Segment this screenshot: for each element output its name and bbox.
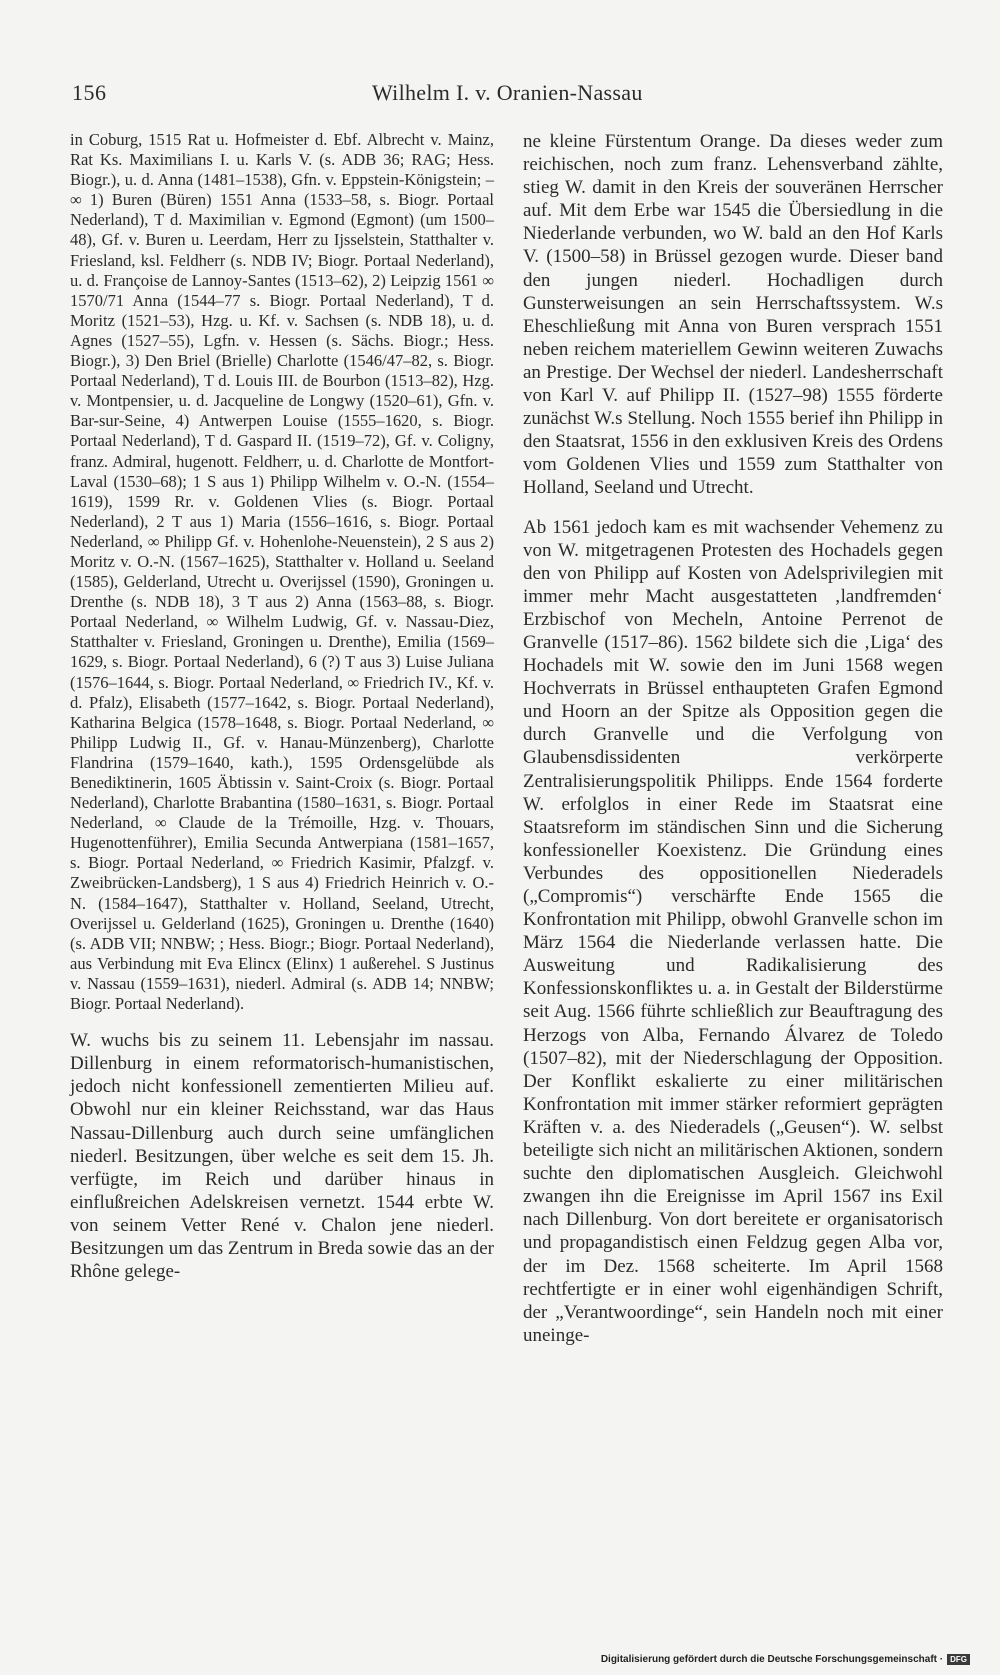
body-paragraph-1: W. wuchs bis zu seinem 11. Lebensjahr im nassau. Dillenburg in einem reformatorisch-humanistischen, jedoch nicht konfessionell zementierten Milieu auf. Obwohl nur ein kleiner Reichsstand, war das Haus Nassau-Dillenburg auch durch seine umfänglichen niederl. Besitzungen, über welche es seit dem 15. Jh. verfügte, im Reich und darüber hinaus in einflußreichen Adelskreisen vernetzt. 1544 erbte W. von seinem Vetter René v. Chalon jene niederl. Besitzungen um das Zentrum in Breda sowie das an der Rhône gelege- xyxy=(70,1030,494,1283)
page-number: 156 xyxy=(72,80,107,105)
genealogy-paragraph: in Coburg, 1515 Rat u. Hofmeister d. Ebf. Albrecht v. Mainz, Rat Ks. Maximilians I. u. Karls V. (s. ADB 36; RAG; Hess. Biogr.), u. d. Anna (1481–1538), Gfn. v. Eppstein-Königstein; – ∞ 1) Buren (Büren) 1551 Anna (1533–58, s. Biogr. Portaal Nederland), T d. Maximilian v. Egmond (Egmont) (um 1500–48), Gf. v. Buren u. Leerdam, Herr zu Ijsselstein, Statthalter v. Friesland, ksl. Feldherr (s. NDB IV; Biogr. Portaal Nederland), u. d. Françoise de Lannoy-Santes (1513–62), 2) Leipzig 1561 ∞ 1570/71 Anna (1544–77 s. Biogr. Portaal Nederland), T d. Moritz (1521–53), Hzg. u. Kf. v. Sachsen (s. NDB 18), u. d. Agnes (1527–55), Lgfn. v. Hessen (s. Sächs. Biogr.; Hess. Biogr.), 3) Den Briel (Brielle) Charlotte (1546/47–82, s. Biogr. Portaal Nederland), T d. Louis III. de Bourbon (1513–82), Hzg. v. Montpensier, u. d. Jacqueline de Longwy (1520–61), Gfn. v. Bar-sur-Seine, 4) Antwerpen Louise (1555–1620, s. Biogr. Portaal Nederland), T d. Gaspard II. (1519–72), Gf. v. Coligny, franz. Admiral, hugenott. Feldherr, u. d. Charlotte de Montfort-Laval (1530–68); 1 S aus 1) Philipp Wilhelm v. O.-N. (1554–1619), 1599 Rr. v. Goldenen Vlies (s. Biogr. Portaal Nederland), 2 T aus 1) Maria (1556–1616, s. Biogr. Portaal Nederland, ∞ Philipp Gf. v. Hohenlohe-Neuenstein), 2 S aus 2) Moritz v. O.-N. (1567–1625), Statthalter v. Holland u. Seeland (1585), Gelderland, Utrecht u. Overijssel (1590), Groningen u. Drenthe (s. NDB 18), 3 T aus 2) Anna (1563–88, s. Biogr. Portaal Nederland, ∞ Wilhelm Ludwig, Gf. v. Nassau-Diez, Statthalter v. Friesland, Groningen u. Drenthe), Emilia (1569–1629, s. Biogr. Portaal Nederland), 6 (?) T aus 3) Luise Juliana (1576–1644, s. Biogr. Portaal Nederland, ∞ Friedrich IV., Kf. v. d. Pfalz), Elisabeth (1577–1642, s. Biogr. Portaal Nederland), Katharina Belgica (1578–1648, s. Biogr. Portaal Nederland, ∞ Philipp Ludwig II., Gf. v. Hanau-Münzenberg), Charlotte Flandrina (1579–1640, kath.), 1595 Ordensgelübde als Benediktinerin, 1605 Äbtissin v. Saint-Croix (s. Biogr. Portaal Nederland), Charlotte Brabantina (1580–1631, s. Biogr. Portaal Nederland, ∞ Claude de la Trémoille, Hzg. v. Thouars, Hugenottenführer), Emilia Secunda Antwerpiana (1581–1657, s. Biogr. Portaal Nederland, ∞ Friedrich Kasimir, Pfalzgf. v. Zweibrücken-Landsberg), 1 S aus 4) Friedrich Heinrich v. O.-N. (1584–1647), Statthalter v. Holland, Seeland, Utrecht, Overijssel u. Gelderland (1625), Groningen u. Drenthe (1640) (s. ADB VII; NNBW; ; Hess. Biogr.; Biogr. Portaal Nederland), aus Verbindung mit Eva Elincx (Elinx) 1 außerehel. S Justinus v. Nassau (1559–1631), niederl. Admiral (s. ADB 14; NNBW; Biogr. Portaal Nederland). xyxy=(70,130,494,1014)
left-column xyxy=(70,130,494,1283)
footer-credit xyxy=(601,1654,970,1665)
running-title: Wilhelm I. v. Oranien-Nassau xyxy=(372,80,643,105)
footer-credit-text: Digitalisierung gefördert durch die Deutsche Forschungsgemeinschaft · xyxy=(600,1654,944,1665)
right-column xyxy=(523,130,943,1347)
body-paragraph-2: ne kleine Fürstentum Orange. Da dieses weder zum reichischen, noch zum franz. Lehensverband zählte, stieg W. damit in den Kreis der souveränen Herrscher auf. Mit dem Erbe war 1545 die Übersiedlung in die Niederlande verbunden, wo W. bald an den Hof Karls V. (1500–58) in Brüssel gezogen wurde. Dieser band den jungen niederl. Hochadligen durch Gunsterweisungen an sein Herrschaftssystem. W.s Eheschließung mit Anna von Buren versprach 1551 neben reichem materiellem Gewinn weiteren Zuwachs an Prestige. Der Wechsel der niederl. Landesherrschaft von Karl V. auf Philipp II. (1527–98) 1555 förderte zunächst W.s Stellung. Noch 1555 berief ihn Philipp in den Staatsrat, 1556 in den exklusiven Kreis des Ordens vom Goldenen Vlies und 1559 zum Statthalter von Holland, Seeland und Utrecht. xyxy=(523,131,943,499)
body-paragraph-3: Ab 1561 jedoch kam es mit wachsender Vehemenz zu von W. mitgetragenen Protesten des Hochadels gegen den von Philipp auf Kosten von Adelsprivilegien mit immer mehr Macht ausgestatteten ‚landfremden‘ Erzbischof von Mecheln, Antoine Perrenot de Granvelle (1517–86). 1562 bildete sich die ‚Liga‘ des Hochadels mit W. sowie den im Juni 1568 wegen Hochverrats in Brüssel enthaupteten Grafen Egmond und Hoorn an der Spitze als Opposition gegen die durch Granvelle und die Verfolgung von Glaubensdissidenten verkörperte Zentralisierungspolitik Philipps. Ende 1564 forderte W. erfolglos in einer Rede im Staatsrat eine Staatsreform im ständischen Sinn und die Sicherung konfessioneller Koexistenz. Die Gründung eines Verbundes des oppositionellen Niederadels („Compromis“) verschärfte Ende 1565 die Konfrontation mit Philipp, obwohl Granvelle schon im März 1564 die Niederlande verlassen hatte. Die Ausweitung und Radikalisierung des Konfessionskonfliktes u. a. in Gestalt der Bilderstürme seit Aug. 1566 führte schließlich zur Beauftragung des Herzogs von Alba, Fernando Álvarez de Toledo (1507–82), mit der Niederschlagung der Opposition. Der Konflikt eskalierte zu einer militärischen Konfrontation mit immer stärker reformiert geprägten Kräften v. a. des Niederadels („Geusen“). W. selbst beteiligte sich nicht an militärischen Aktionen, sondern suchte den diplomatischen Ausgleich. Gleichwohl zwangen ihn die Ereignisse im April 1567 ins Exil nach Dillenburg. Von dort bereitete er organisatorisch und propagandistisch einen Feldzug gegen Alba vor, der im Dez. 1568 scheiterte. Im April 1568 rechtfertigte er in einer wohl eigenhändigen Schrift, der „Verantwoordinge“, sein Handeln noch mit einer uneinge- xyxy=(523,516,943,1346)
dfg-logo: DFG xyxy=(947,1654,970,1665)
